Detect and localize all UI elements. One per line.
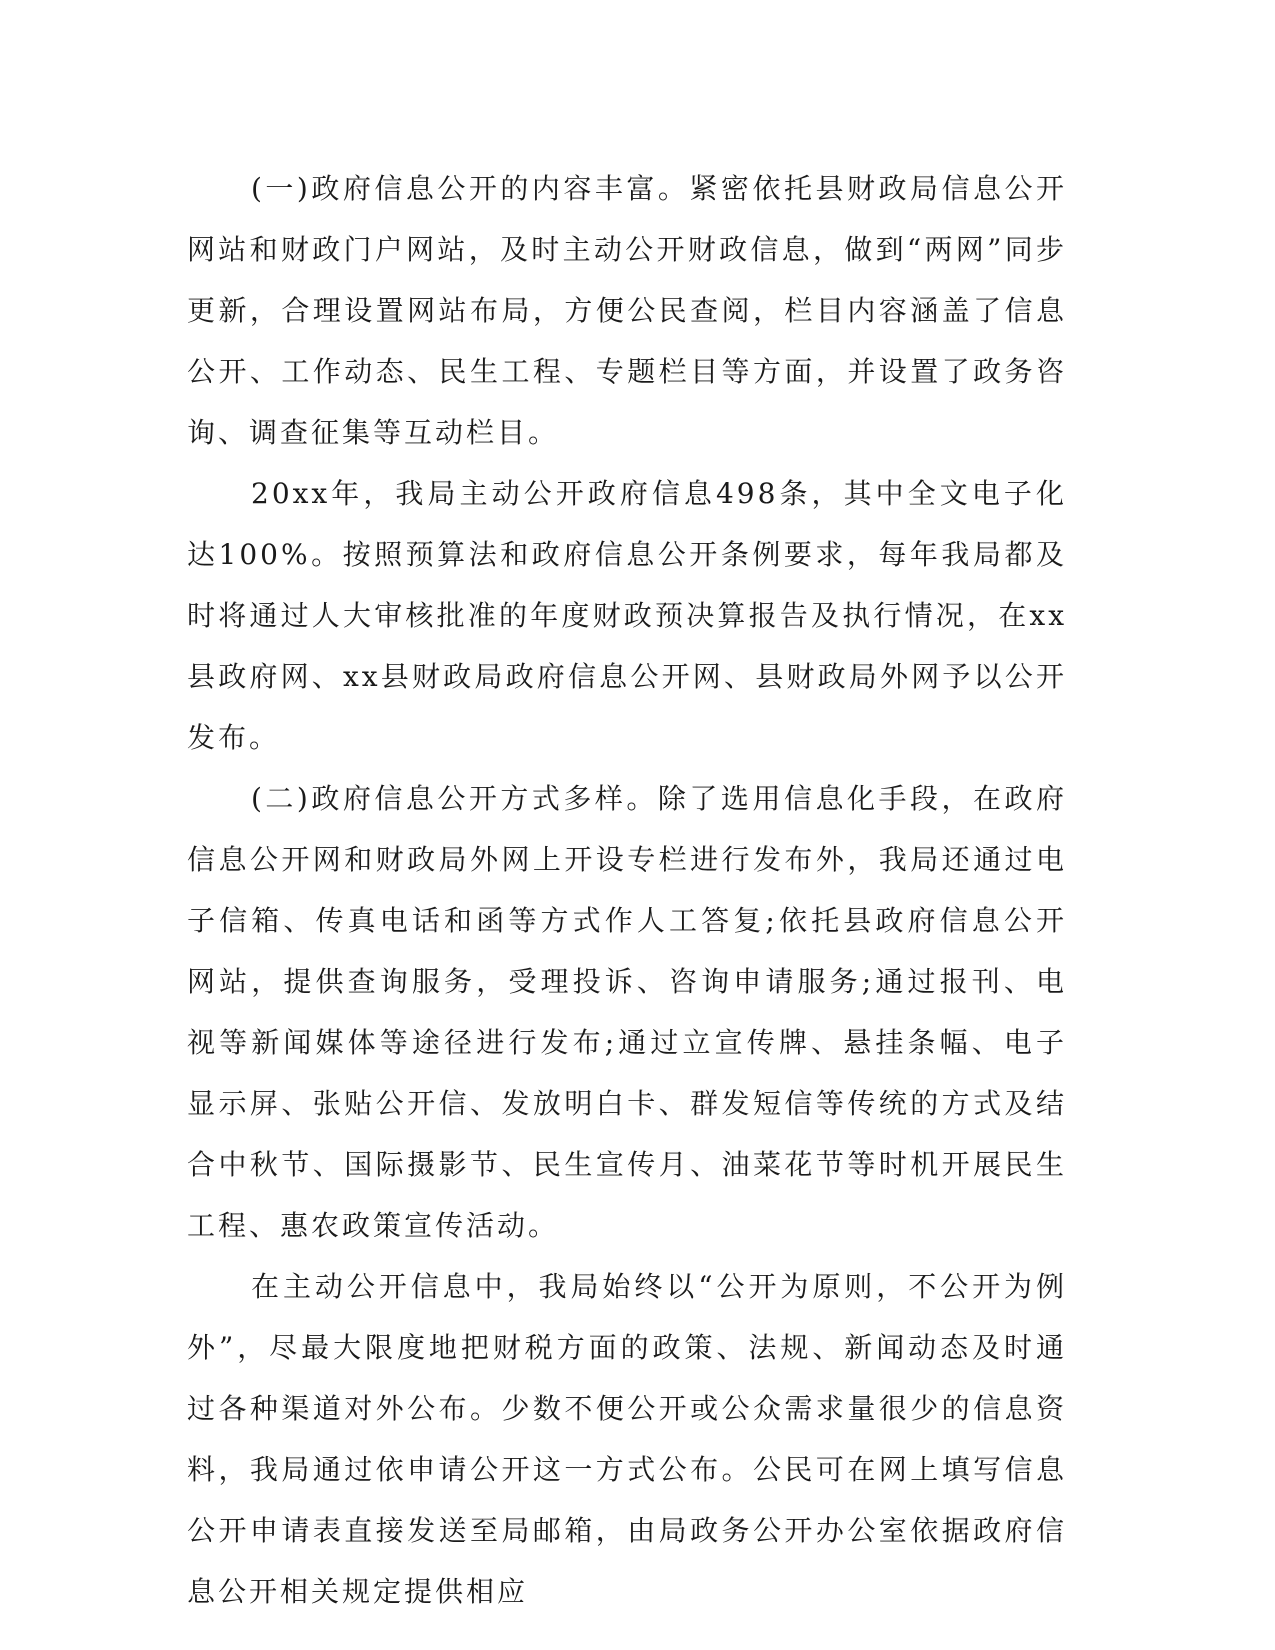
paragraph-content-rich: (一)政府信息公开的内容丰富。紧密依托县财政局信息公开网站和财政门户网站，及时主动公开财政信息，做到“两网”同步更新，合理设置网站布局，方便公民查阅，栏目内容涵盖了信息公开、工作动态、民生工程、专题栏目等方面，并设置了政务咨询、调查征集等互动栏目。 [187,172,1067,449]
paragraph-disclosure-methods: (二)政府信息公开方式多样。除了选用信息化手段，在政府信息公开网和财政局外网上开设专栏进行发布外，我局还通过电子信箱、传真电话和函等方式作人工答复;依托县政府信息公开网站，提供查询服务，受理投诉、咨询申请服务;通过报刊、电视等新闻媒体等途径进行发布;通过立宣传牌、悬挂条幅、电子显示屏、张贴公开信、发放明白卡、群发短信等传统的方式及结合中秋节、国际摄影节、民生宣传月、油菜花节等时机开展民生工程、惠农政策宣传活动。 [187,782,1067,1242]
paragraph-annual-stats: 20xx年，我局主动公开政府信息498条，其中全文电子化达100%。按照预算法和政府信息公开条例要求，每年我局都及时将通过人大审核批准的年度财政预决算报告及执行情况，在xx县政府网、xx县财政局政府信息公开网、县财政局外网予以公开发布。 [187,477,1067,754]
paragraph-disclosure-principle: 在主动公开信息中，我局始终以“公开为原则，不公开为例外”，尽最大限度地把财税方面的政策、法规、新闻动态及时通过各种渠道对外公布。少数不便公开或公众需求量很少的信息资料，我局通过依申请公开这一方式公布。公民可在网上填写信息公开申请表直接发送至局邮箱，由局政务公开办公室依据政府信息公开相关规定提供相应 [187,1270,1067,1608]
document-body [187,158,1067,1622]
